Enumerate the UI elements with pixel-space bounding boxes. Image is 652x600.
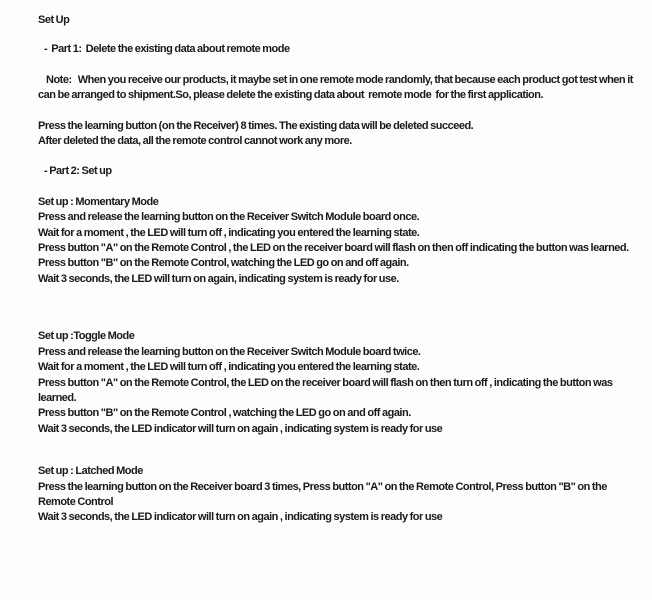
section-latched-mode <box>38 464 638 526</box>
step-line: Wait for a moment , the LED will turn off , indicating you entered the learning state. <box>38 361 420 374</box>
section-toggle-mode <box>38 329 638 437</box>
instruction-line: Press the learning button (on the Receiver) 8 times. The existing data will be deleted succeed. <box>38 119 474 132</box>
section-title-toggle: Set up :Toggle Mode <box>38 330 135 343</box>
step-line: Press button "A" on the Remote Control , the LED on the receiver board will flash on then off indicating the button was learned. <box>38 242 629 255</box>
step-line: Wait 3 seconds, the LED indicator will turn on again , indicating system is ready for use <box>38 422 443 435</box>
step-line: Press button "B" on the Remote Control, watching the LED go on and off again. <box>38 257 409 270</box>
page-title: Set Up <box>38 14 70 26</box>
part2-heading: - Part 2: Set up <box>44 165 112 178</box>
step-line: Press button "A" on the Remote Control, the LED on the receiver board will flash on then turn off , indicating the button was learned. <box>38 376 615 404</box>
step-line: Wait 3 seconds, the LED will turn on again, indicating system is ready for use. <box>38 272 399 285</box>
part1-delete-instructions <box>38 119 638 150</box>
step-line: Wait for a moment , the LED will turn off , indicating you entered the learning state. <box>38 226 420 239</box>
section-momentary-mode <box>38 195 638 287</box>
step-line: Press and release the learning button on the Receiver Switch Module board once. <box>38 211 420 224</box>
step-line: Press button "B" on the Remote Control , watching the LED go on and off again. <box>38 407 411 420</box>
step-line: Wait 3 seconds, the LED indicator will turn on again , indicating system is ready for use <box>38 511 443 524</box>
part1-heading: - Part 1: Delete the existing data about remote mode <box>44 43 290 56</box>
section-title-momentary: Set up : Momentary Mode <box>38 195 159 208</box>
part1-note-paragraph: Note: When you receive our products, it maybe set in one remote mode randomly, that because each product got test when it can be arranged to shipment.So, please delete the existing data about remote mode for the first application. <box>38 73 635 102</box>
instruction-line: After deleted the data, all the remote control cannot work any more. <box>38 135 352 148</box>
section-title-latched: Set up : Latched Mode <box>38 465 143 478</box>
step-line: Press and release the learning button on the Receiver Switch Module board twice. <box>38 345 421 358</box>
step-line: Press the learning button on the Receiver board 3 times, Press button "A" on the Remote Control, Press button "B" on the Remote Control <box>38 480 609 508</box>
